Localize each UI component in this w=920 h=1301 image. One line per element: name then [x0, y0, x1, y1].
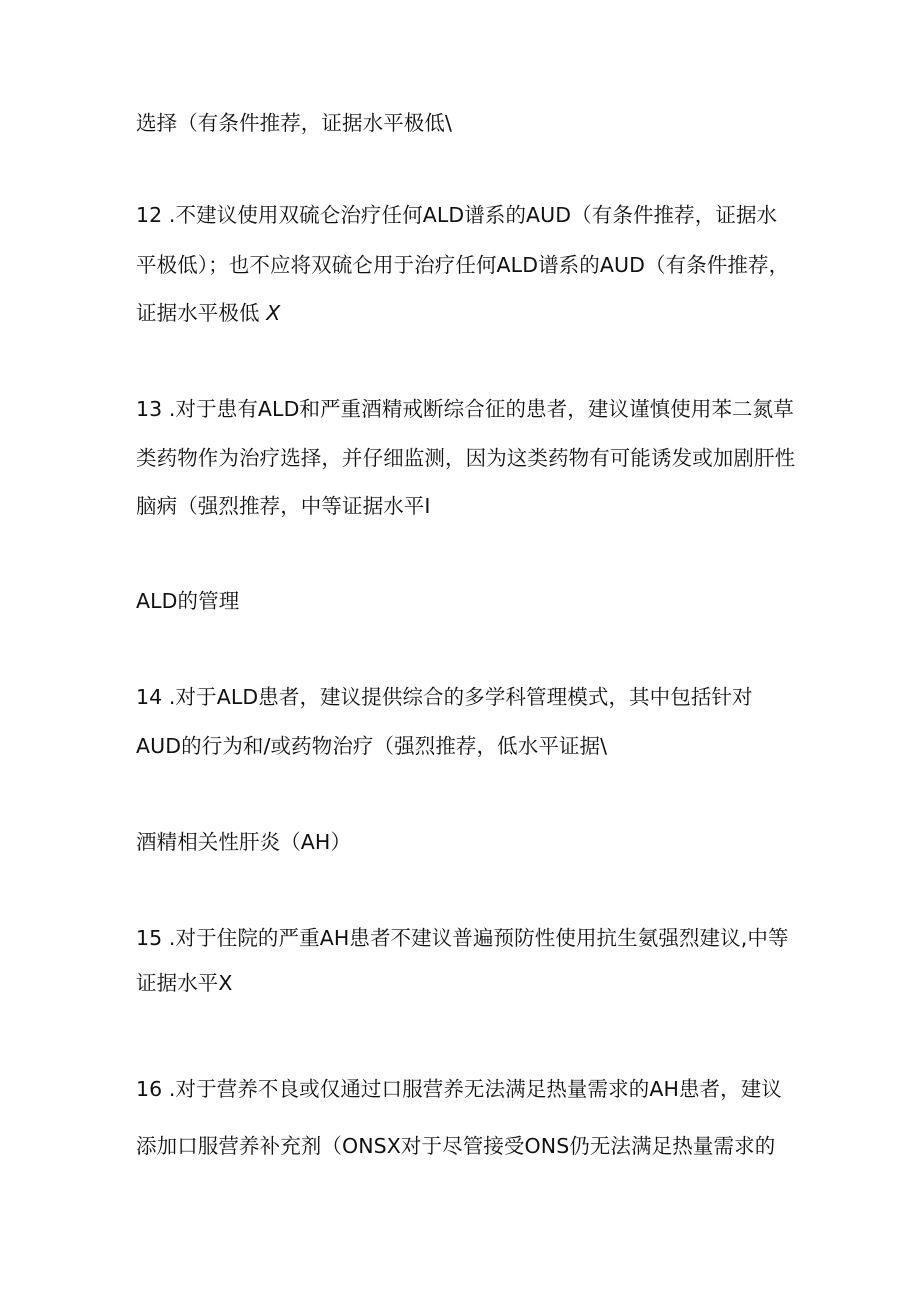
text-line: 16 .对于营养不良或仅通过口服营养无法满足热量需求的AH患者，建议 — [136, 1077, 782, 1101]
text-line: 添加口服营养补充剂（ONSX对于尽管接受ONS仍无法满足热量需求的 — [136, 1134, 776, 1158]
text-line: 14 .对于ALD患者，建议提供综合的多学科管理模式，其中包括针对 — [136, 685, 753, 709]
text-line-with-mark — [136, 301, 280, 325]
section-heading: 酒精相关性肝炎（AH） — [136, 830, 352, 854]
text-line: 脑病（强烈推荐，中等证据水平I — [136, 494, 431, 518]
text-line: 15 .对于住院的严重AH患者不建议普遍预防性使用抗生氨强烈建议,中等 — [136, 926, 789, 950]
text-line: AUD的行为和/或药物治疗（强烈推荐，低水平证据\ — [136, 734, 608, 758]
section-heading: ALD的管理 — [136, 589, 240, 613]
text-line: 选择（有条件推荐，证据水平极低\ — [136, 111, 453, 135]
text-line: 证据水平X — [136, 971, 233, 995]
text-line: 13 .对于患有ALD和严重酒精戒断综合征的患者，建议谨慎使用苯二氮草 — [136, 397, 794, 421]
text-line: 12 .不建议使用双硫仑治疗任何ALD谱系的AUD（有条件推荐，证据水 — [136, 203, 778, 227]
text-fragment: 证据水平极低 — [136, 301, 260, 325]
text-fragment: X — [266, 301, 281, 325]
text-line: 类药物作为治疗选择，并仔细监测，因为这类药物有可能诱发或加剧肝性 — [136, 446, 796, 470]
text-line: 平极低）；也不应将双硫仑用于治疗任何ALD谱系的AUD（有条件推荐， — [136, 253, 790, 277]
